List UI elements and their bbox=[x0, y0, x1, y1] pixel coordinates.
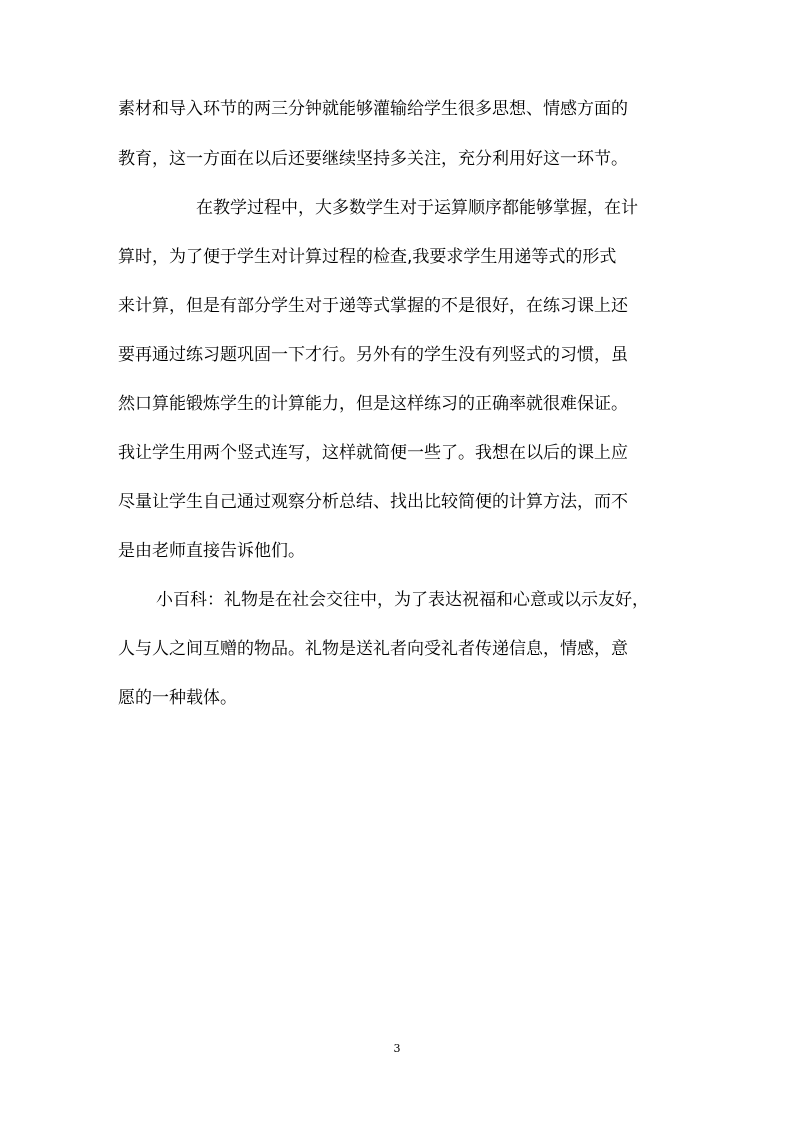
text-line: 素材和导入环节的两三分钟就能够灌输给学生很多思想、情感方面的 bbox=[118, 99, 628, 119]
text-line: 人与人之间互赠的物品。礼物是送礼者向受礼者传递信息，情感，意 bbox=[118, 639, 628, 659]
text-line: 算时，为了便于学生对计算过程的检查,我要求学生用递等式的形式 bbox=[118, 247, 617, 267]
text-line: 来计算，但是有部分学生对于递等式掌握的不是很好，在练习课上还 bbox=[118, 296, 628, 316]
text-line: 教育，这一方面在以后还要继续坚持多关注，充分利用好这一环节。 bbox=[118, 149, 628, 169]
page-number: 3 bbox=[393, 1042, 401, 1055]
text-line: 愿的一种载体。 bbox=[118, 688, 237, 708]
text-line: 然口算能锻炼学生的计算能力，但是这样练习的正确率就很难保证。 bbox=[118, 394, 628, 414]
text-line: 尽量让学生自己通过观察分析总结、找出比较简便的计算方法，而不 bbox=[118, 492, 628, 512]
text-line: 小百科：礼物是在社会交往中，为了表达祝福和心意或以示友好， bbox=[156, 590, 649, 610]
text-line: 在教学过程中，大多数学生对于运算顺序都能够掌握，在计 bbox=[196, 198, 638, 218]
text-line: 是由老师直接告诉他们。 bbox=[118, 541, 305, 561]
text-line: 我让学生用两个竖式连写，这样就简便一些了。我想在以后的课上应 bbox=[118, 443, 628, 463]
text-line: 要再通过练习题巩固一下才行。另外有的学生没有列竖式的习惯，虽 bbox=[118, 345, 628, 365]
